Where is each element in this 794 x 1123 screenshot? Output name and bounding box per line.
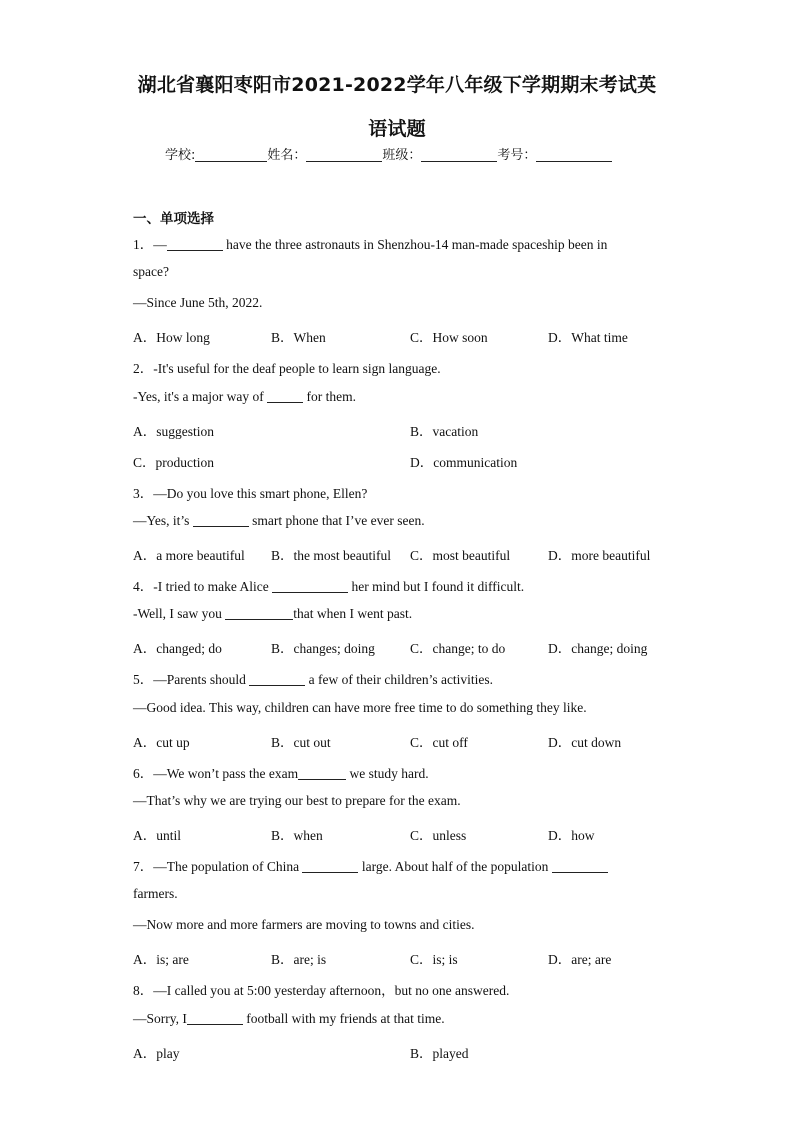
- option-A[interactable]: A．a more beautiful: [133, 548, 245, 563]
- question-text: that when I went past.: [293, 606, 413, 622]
- question-text: her mind but I found it difficult.: [348, 579, 525, 595]
- answer-blank: [272, 579, 348, 593]
- option-A[interactable]: A．is; are: [133, 952, 189, 968]
- question-2-line: [133, 389, 356, 405]
- question-text: 6．—We won’t pass the exam: [133, 765, 299, 781]
- option-B[interactable]: B．played: [410, 1045, 469, 1061]
- option-B[interactable]: B．when: [271, 827, 323, 843]
- question-4-line: [133, 575, 524, 595]
- question-1-line: —Since June 5th, 2022.: [133, 295, 263, 311]
- question-5-line: —Good idea. This way, children can have more free time to do something they like.: [133, 699, 587, 715]
- question-text: 4．-I tried to make Alice: [133, 579, 273, 595]
- option-D[interactable]: D．change; doing: [548, 641, 648, 657]
- question-2-line: 2．-It's useful for the deaf people to learn sign language.: [133, 361, 441, 377]
- section-title: 一、单项选择: [133, 211, 214, 227]
- answer-blank: [167, 237, 223, 251]
- question-text: we study hard.: [346, 765, 429, 781]
- question-text: 7．—The population of China: [133, 859, 303, 874]
- option-D[interactable]: D．more beautiful: [548, 548, 651, 563]
- option-B[interactable]: B．vacation: [410, 423, 479, 439]
- question-text: for them.: [303, 388, 357, 404]
- answer-blank: [225, 606, 293, 620]
- option-B[interactable]: B．changes; doing: [271, 641, 375, 657]
- answer-blank: [298, 766, 346, 780]
- question-6-line: —That’s why we are trying our best to prepare for the exam.: [133, 792, 461, 808]
- option-D[interactable]: D．cut down: [548, 734, 622, 750]
- question-8-line: 8．—I called you at 5:00 yesterday afternoon，but no one answered.: [133, 983, 510, 999]
- option-A[interactable]: A．suggestion: [133, 423, 214, 439]
- option-D[interactable]: D．communication: [410, 454, 518, 470]
- question-text: smart phone that I’ve ever seen.: [248, 512, 425, 528]
- option-C[interactable]: C．cut off: [410, 734, 468, 750]
- option-A[interactable]: A．changed; do: [133, 641, 222, 657]
- answer-blank: [193, 513, 249, 527]
- class-field[interactable]: [421, 147, 497, 162]
- option-D[interactable]: D．are; are: [548, 952, 612, 968]
- student-info-row: [165, 144, 612, 163]
- question-6-line: [133, 762, 429, 782]
- question-1-line: [133, 233, 607, 253]
- school-label: 学校:: [165, 148, 196, 163]
- answer-blank: [187, 1011, 243, 1025]
- exam-title-line-2: 语试题: [368, 118, 426, 140]
- option-B[interactable]: B．the most beautiful: [271, 548, 391, 563]
- name-field[interactable]: [306, 147, 382, 162]
- school-field[interactable]: [195, 147, 267, 162]
- option-B[interactable]: B．are; is: [271, 952, 327, 968]
- question-text: -Well, I saw you: [133, 606, 226, 622]
- option-A[interactable]: A．cut up: [133, 734, 190, 750]
- option-C[interactable]: C．most beautiful: [410, 548, 511, 563]
- question-text: 5．—Parents should: [133, 672, 250, 688]
- question-3-line: [133, 513, 425, 529]
- question-text: football with my friends at that time.: [242, 1010, 445, 1026]
- question-3-line: 3．—Do you love this smart phone, Ellen?: [133, 485, 368, 501]
- option-A[interactable]: A．How long: [133, 330, 210, 346]
- question-text: —Sorry, I: [133, 1010, 187, 1026]
- question-text: have the three astronauts in Shenzhou-14 man-made spaceship been in: [222, 237, 608, 252]
- question-4-line: [133, 606, 412, 622]
- answer-blank: [552, 859, 608, 873]
- option-A[interactable]: A．until: [133, 827, 182, 843]
- question-text: 1．—: [133, 237, 167, 252]
- question-8-line: [133, 1011, 445, 1027]
- question-7-line: [133, 855, 608, 875]
- question-7-line: —Now more and more farmers are moving to towns and cities.: [133, 917, 475, 933]
- option-A[interactable]: A．play: [133, 1045, 180, 1061]
- option-D[interactable]: D．how: [548, 827, 595, 843]
- question-text: a few of their children’s activities.: [305, 672, 494, 688]
- name-label: 姓名：: [267, 148, 307, 163]
- answer-blank: [249, 672, 305, 686]
- question-1-line: space?: [133, 264, 169, 280]
- number-field[interactable]: [536, 147, 612, 162]
- option-C[interactable]: C．How soon: [410, 330, 488, 346]
- option-C[interactable]: C．production: [133, 454, 214, 470]
- option-C[interactable]: C．unless: [410, 827, 467, 843]
- option-B[interactable]: B．When: [271, 330, 326, 346]
- answer-blank: [267, 389, 303, 403]
- answer-blank: [302, 859, 358, 873]
- class-label: 班级：: [382, 148, 422, 163]
- option-C[interactable]: C．change; to do: [410, 641, 506, 657]
- exam-title-line-1: 湖北省襄阳枣阳市2021-2022学年八年级下学期期末考试英: [137, 74, 657, 96]
- option-B[interactable]: B．cut out: [271, 734, 331, 750]
- question-7-line: farmers.: [133, 886, 178, 902]
- option-C[interactable]: C．is; is: [410, 952, 458, 968]
- question-text: -Yes, it's a major way of: [133, 388, 268, 404]
- question-text: large. About half of the population: [358, 859, 552, 874]
- question-text: —Yes, it’s: [133, 512, 193, 528]
- option-D[interactable]: D．What time: [548, 330, 628, 346]
- number-label: 考号：: [497, 148, 537, 163]
- question-5-line: [133, 668, 493, 688]
